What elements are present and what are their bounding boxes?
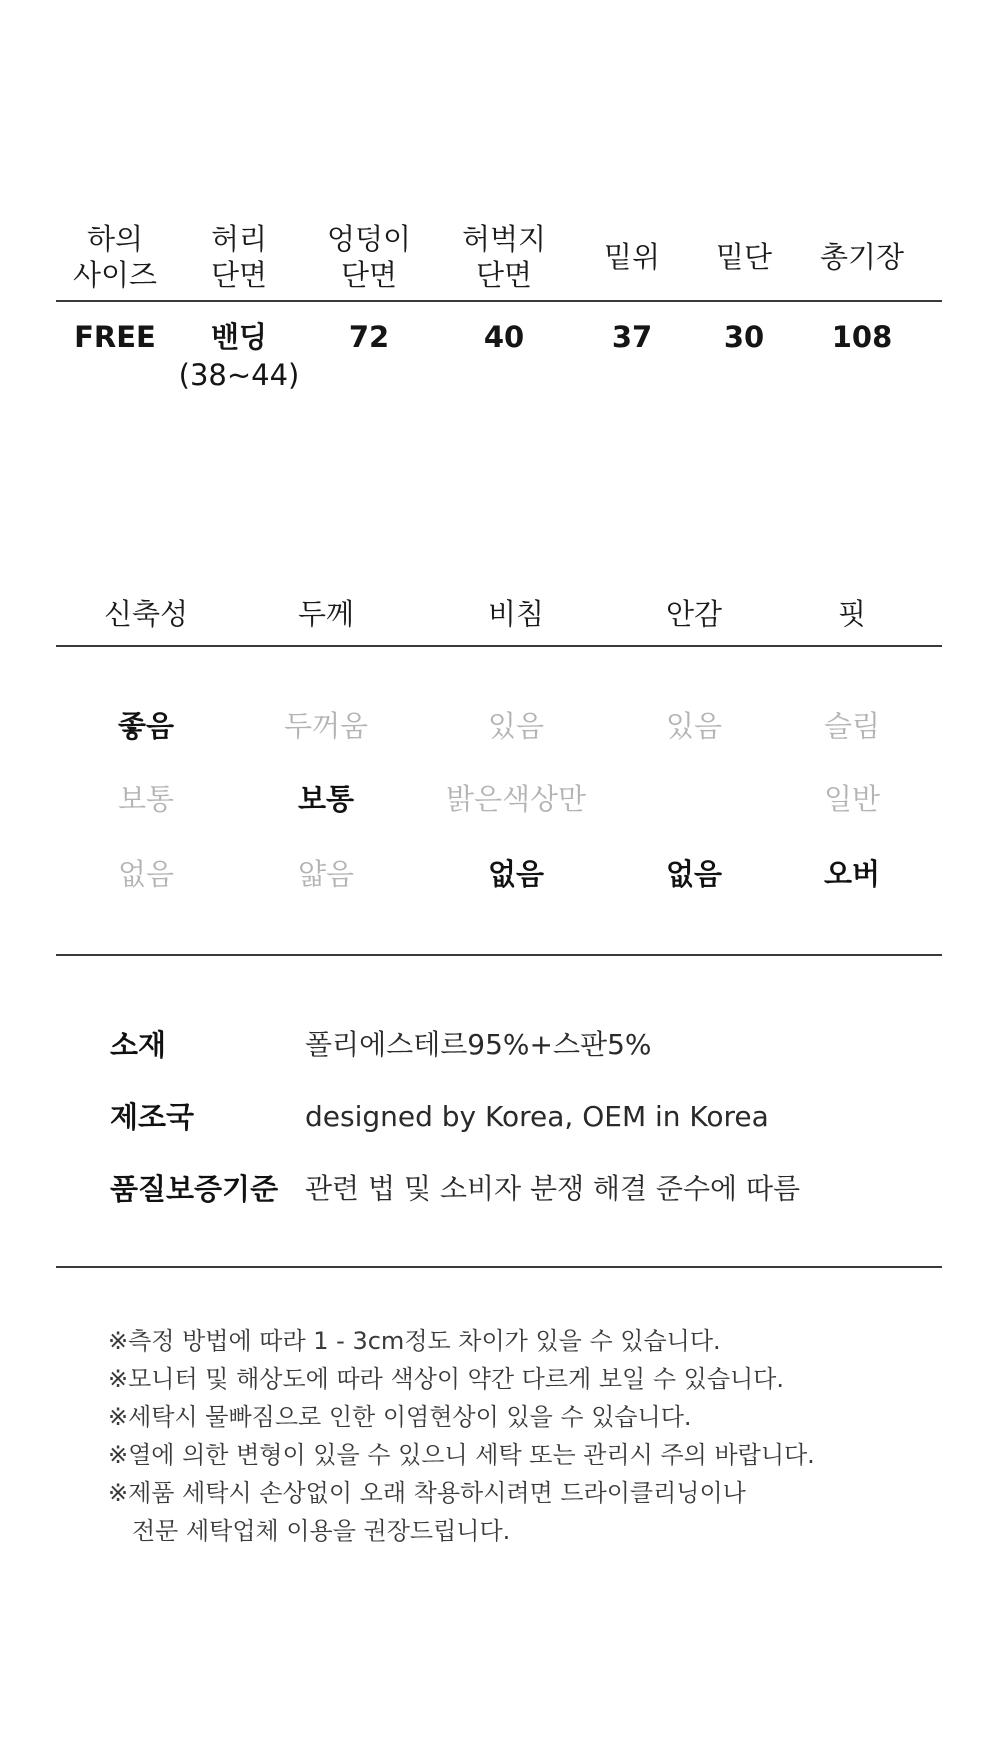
info-row-material [110, 1025, 942, 1065]
size-table-header [56, 214, 942, 300]
note-dry-cleaning: ※제품 세탁시 손상없이 오래 착용하시려면 드라이클리닝이나 [108, 1479, 746, 1507]
property-header-fit: 핏 [837, 597, 866, 631]
note-measurement: ※측정 방법에 따라 1 - 3cm정도 차이가 있을 수 있습니다. [108, 1327, 721, 1355]
size-value-waist: 밴딩 (38~44) [178, 320, 300, 392]
info-bottom-divider [56, 1266, 942, 1268]
size-header-thigh: 허벅지 단면 [461, 222, 547, 292]
size-value-size: FREE [74, 320, 156, 354]
stretch-option-normal: 보통 [117, 782, 175, 816]
property-table-divider [56, 645, 942, 647]
care-notes [108, 1322, 948, 1550]
info-value-quality: 관련 법 및 소비자 분쟁 해결 준수에 따름 [305, 1172, 801, 1205]
size-value-rise: 37 [611, 320, 653, 354]
lining-option-yes: 있음 [665, 709, 723, 743]
sheerness-option-yes: 있음 [487, 709, 545, 743]
sheerness-option-none: 없음 [487, 857, 545, 891]
fit-option-over: 오버 [823, 857, 881, 891]
size-header-total-length: 총기장 [819, 240, 905, 274]
stretch-option-good: 좋음 [117, 709, 175, 743]
info-key-origin: 제조국 [110, 1100, 195, 1134]
size-header-hip: 엉덩이 단면 [326, 222, 412, 292]
info-key-quality: 품질보증기준 [110, 1172, 279, 1206]
size-value-hem: 30 [723, 320, 765, 354]
size-header-waist: 허리 단면 [210, 222, 268, 292]
property-table-header [56, 590, 942, 638]
info-row-quality [110, 1169, 942, 1209]
property-header-stretch: 신축성 [103, 597, 189, 631]
size-header-rise: 밑위 [603, 240, 661, 274]
note-dry-cleaning-cont: 전문 세탁업체 이용을 권장드립니다. [132, 1517, 511, 1545]
property-options-grid [56, 706, 942, 906]
thickness-option-thick: 두꺼움 [283, 709, 369, 743]
note-heat-deform: ※열에 의한 변형이 있을 수 있으니 세탁 또는 관리시 주의 바랍니다. [108, 1441, 815, 1469]
property-header-lining: 안감 [665, 597, 723, 631]
fit-option-regular: 일반 [823, 782, 881, 816]
thickness-option-normal: 보통 [297, 782, 355, 816]
info-key-material: 소재 [110, 1028, 167, 1062]
thickness-option-thin: 얇음 [297, 857, 355, 891]
property-bottom-divider [56, 954, 942, 956]
size-table-row [56, 318, 942, 398]
size-value-total-length: 108 [831, 320, 893, 354]
note-monitor-color: ※모니터 및 해상도에 따라 색상이 약간 다르게 보일 수 있습니다. [108, 1365, 784, 1393]
size-value-hip: 72 [348, 320, 390, 354]
sheerness-option-light-colors: 밝은색상만 [445, 782, 587, 816]
info-row-origin [110, 1097, 942, 1137]
size-table-divider [56, 300, 942, 302]
lining-option-none: 없음 [665, 857, 723, 891]
property-header-sheerness: 비침 [487, 597, 545, 631]
fit-option-slim: 슬림 [823, 709, 881, 743]
property-header-thickness: 두께 [297, 597, 355, 631]
note-color-bleed: ※세탁시 물빠짐으로 인한 이염현상이 있을 수 있습니다. [108, 1403, 692, 1431]
size-value-thigh: 40 [483, 320, 525, 354]
size-header-hem: 밑단 [715, 240, 773, 274]
size-header-bottom-size: 하의 사이즈 [72, 222, 158, 292]
info-value-origin: designed by Korea, OEM in Korea [305, 1100, 769, 1133]
stretch-option-none: 없음 [117, 857, 175, 891]
info-value-material: 폴리에스테르95%+스판5% [305, 1028, 652, 1061]
